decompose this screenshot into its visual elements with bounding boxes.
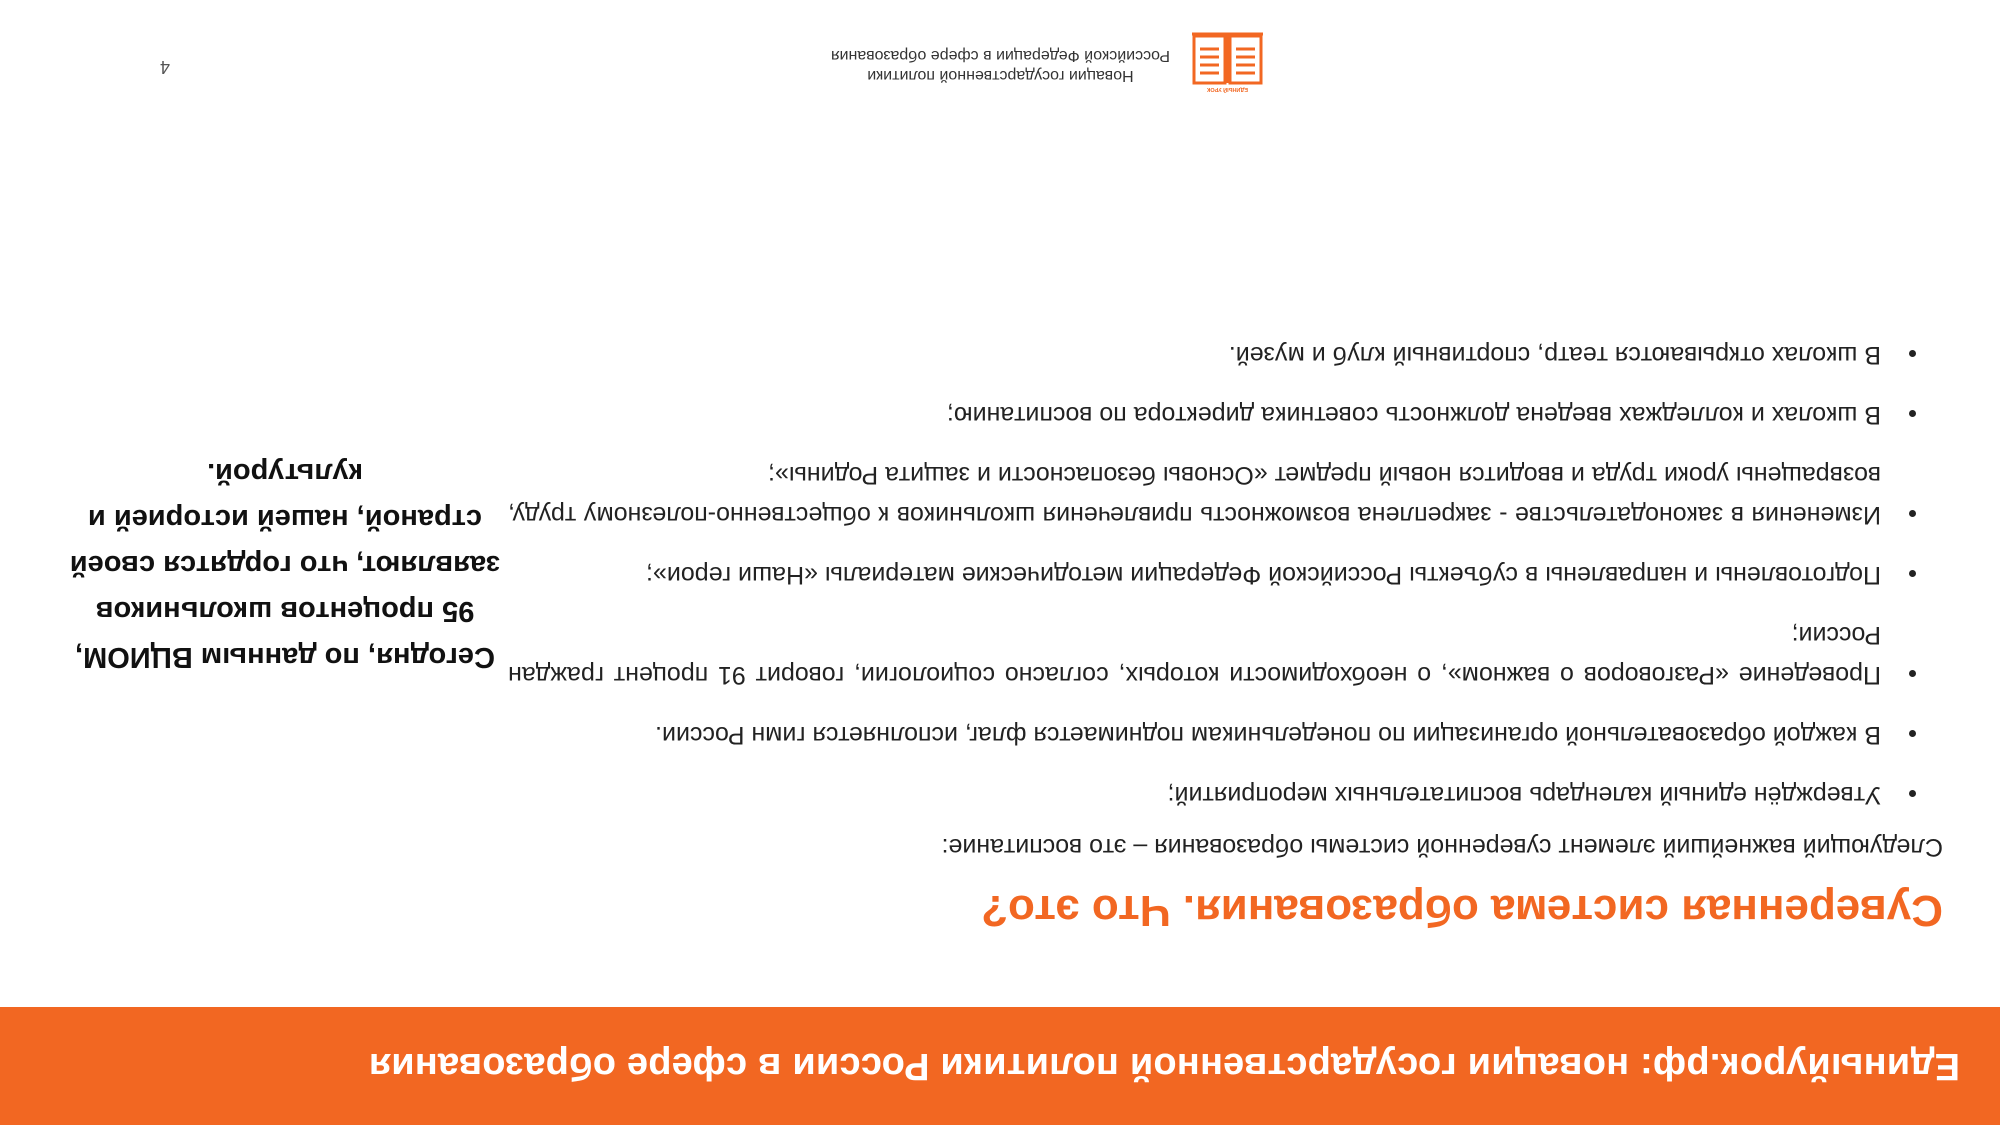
quote-text: Сегодня, по данным ВЦИОМ, 95 процентов школьников заявляют, что гордятся своей страной, нашей историей и культурой. bbox=[69, 457, 501, 673]
list-item: • Изменения в законодательстве - закреплена возможность привлечения школьников к общественно-полезному труду, возвращены уроки труда и вводится новый предмет «Основы безопасности и защита Родины»; bbox=[508, 455, 1895, 535]
intro-text: Следующий важнейший элемент суверенной системы образования – это воспитание: bbox=[941, 833, 1943, 861]
list-item: • В каждой образовательной организации по понедельникам поднимается флаг, исполняется гимн России. bbox=[508, 715, 1895, 755]
page-number: 4 bbox=[159, 57, 170, 77]
bullet-list bbox=[508, 315, 1919, 815]
header-banner bbox=[0, 1007, 2000, 1125]
list-item: • В школах и колледжах введена должность советника директора по воспитанию; bbox=[508, 395, 1895, 435]
banner-title: Единыйурок.рф: новации государственной политики России в сфере образования bbox=[368, 1045, 1960, 1088]
logo-tagline: ЕДИНЫЙ УРОК bbox=[1206, 86, 1249, 92]
list-item: • Подготовлены и направлены в субъекты Российской Федерации методические материалы «Наши герои»; bbox=[508, 555, 1895, 595]
list-item: • Утверждён единый календарь воспитательных мероприятий; bbox=[508, 775, 1895, 815]
slide-title: Суверенная система образования. Что это? bbox=[981, 886, 1943, 935]
book-icon-graphic bbox=[1190, 30, 1265, 95]
footer-label-line1: Новации государственной политики bbox=[867, 67, 1134, 84]
book-icon bbox=[1190, 30, 1265, 95]
list-item: • В школах открываются театр, спортивный клуб и музей. bbox=[508, 335, 1895, 375]
footer-label-line2: Российской Федерации в сфере образования bbox=[830, 47, 1170, 64]
list-item: • Проведение «Разговоров о важном», о необходимости которых, согласно социологии, говорит 91 процент граждан России; bbox=[508, 615, 1895, 695]
footer-label bbox=[831, 45, 1170, 85]
